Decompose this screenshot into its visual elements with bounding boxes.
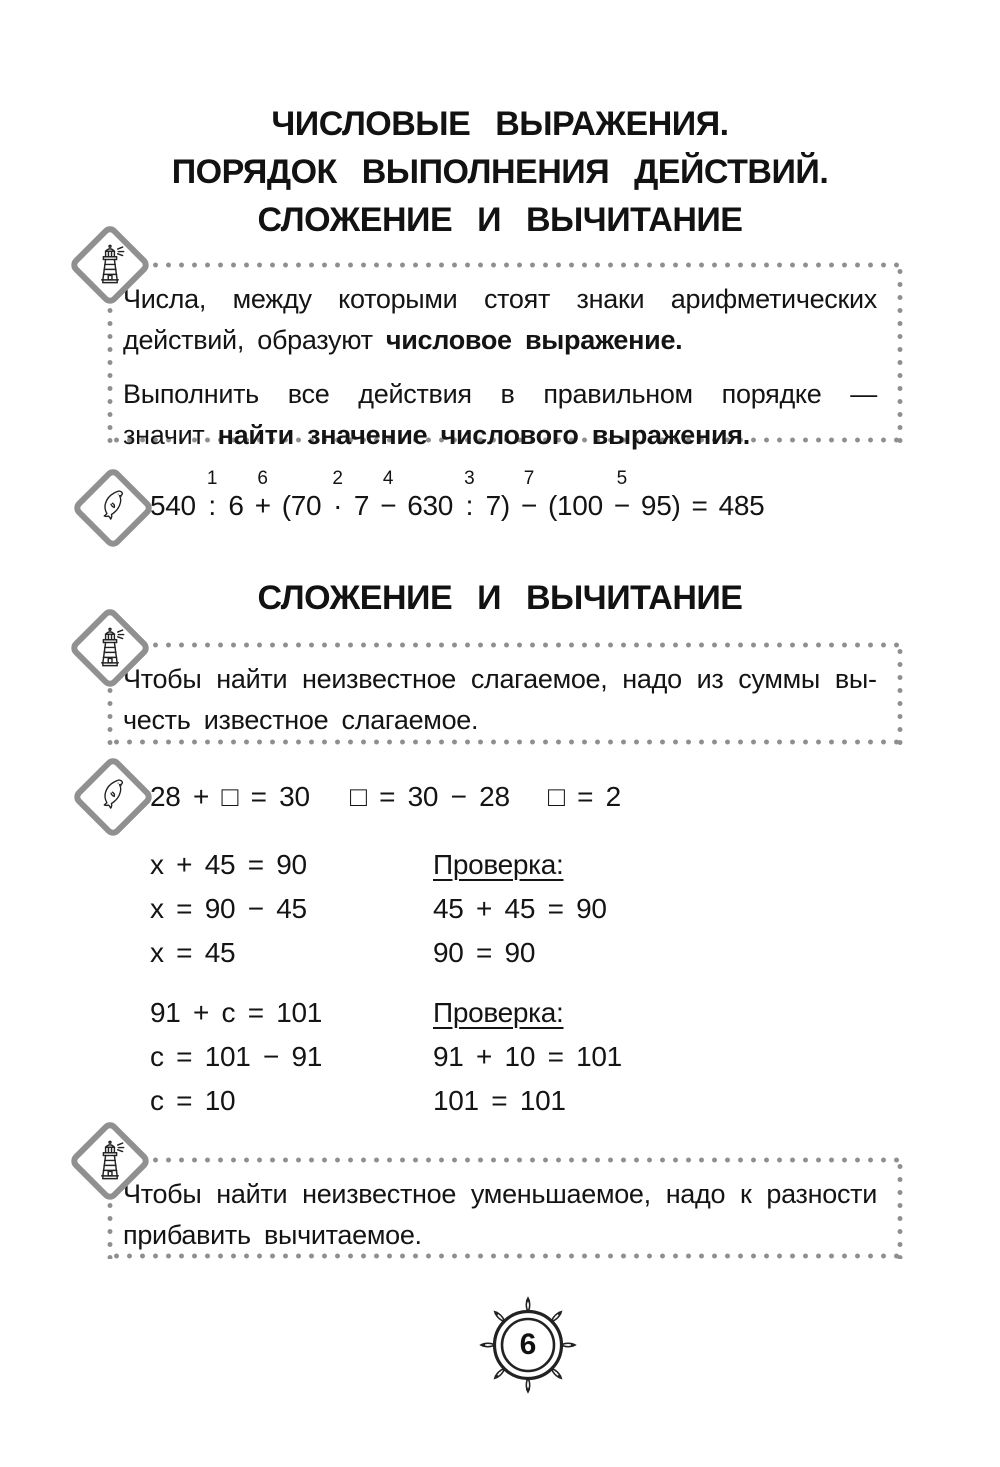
expression-text: − <box>613 490 630 521</box>
equation-line: 91 + 10 = 101 <box>433 1041 622 1072</box>
expression-text: (100 <box>548 490 603 521</box>
check-label: Проверка: <box>433 997 564 1028</box>
expression-token <box>332 468 343 523</box>
expression-text: + <box>254 490 271 521</box>
expression-token <box>255 468 271 523</box>
expression-token <box>207 468 218 523</box>
operation-order-number <box>495 468 500 489</box>
title-line-3: СЛОЖЕНИЕ И ВЫЧИТАНИЕ <box>257 201 743 239</box>
rule-marker <box>70 1121 150 1201</box>
rule-text: Выполнить все действия в правильном порядке — значит <box>123 379 877 450</box>
rule-paragraph <box>123 374 877 456</box>
operation-order-number: 1 <box>206 468 218 489</box>
expression-text: 6 <box>228 490 244 521</box>
operation-order-number <box>359 468 364 489</box>
example-marker <box>73 757 153 837</box>
operation-order-number <box>428 468 433 489</box>
equation-line: x = 90 − 45 <box>150 893 307 924</box>
equation-line: c = 101 − 91 <box>150 1041 323 1072</box>
operation-order-number: 3 <box>464 468 475 489</box>
solution-column <box>150 843 433 975</box>
title-line-1: ЧИСЛОВЫЕ ВЫРАЖЕНИЯ. <box>271 105 729 143</box>
expression-token <box>354 468 369 523</box>
operation-order-number <box>658 468 663 489</box>
expression-token <box>641 468 681 523</box>
equation-line: x + 45 = 90 <box>150 849 307 880</box>
operation-order-number <box>697 468 702 489</box>
box-equation: □ = 2 <box>548 781 621 812</box>
rule-text-bold: найти значение числового выражения. <box>217 420 750 450</box>
dolphin-icon <box>73 757 153 837</box>
expression-token <box>719 468 765 523</box>
section-heading: СЛОЖЕНИЕ И ВЫЧИТАНИЕ <box>257 579 743 617</box>
lighthouse-icon <box>70 1121 150 1201</box>
expression-text: 630 <box>407 490 454 521</box>
expression-token <box>614 468 630 523</box>
rule-paragraph <box>123 279 877 361</box>
rule-text: Чтобы найти неизвестное слагаемое, надо из суммы вычесть известное слагаемое. <box>123 664 877 735</box>
title-line-2: ПОРЯДОК ВЫПОЛНЕНИЯ ДЕЙСТВИЙ. <box>171 153 829 191</box>
rule-text: Числа, между которыми стоят знаки арифметических действий, образуют <box>123 284 877 355</box>
equation-line: 90 = 90 <box>433 937 536 968</box>
dolphin-icon <box>73 468 153 548</box>
expression-text: − <box>380 490 397 521</box>
example-marker <box>73 468 153 548</box>
equation-block <box>150 843 850 975</box>
page-title <box>0 100 1000 244</box>
operation-order-number: 4 <box>382 468 394 489</box>
expression-token <box>407 468 453 523</box>
lighthouse-icon <box>70 608 150 688</box>
rule-box-unknown-minuend <box>107 1157 903 1259</box>
rule-box-unknown-addend <box>107 642 903 745</box>
rule-paragraph <box>123 659 877 741</box>
order-of-operations-expression <box>150 468 764 523</box>
equation-line: x = 45 <box>150 937 236 968</box>
expression-token <box>228 468 243 523</box>
solution-column <box>150 991 433 1123</box>
expression-text: 485 <box>718 490 765 521</box>
check-label: Проверка: <box>433 849 564 880</box>
operation-order-number <box>739 468 744 489</box>
operation-order-number: 2 <box>332 468 343 489</box>
equation-line: 101 = 101 <box>433 1085 566 1116</box>
expression-text: = <box>691 490 708 521</box>
operation-order-number <box>299 468 304 489</box>
expression-token <box>692 468 708 523</box>
rule-paragraph <box>123 1174 877 1256</box>
operation-order-number: 7 <box>523 468 535 489</box>
expression-text: − <box>520 490 538 521</box>
expression-token <box>486 468 510 523</box>
rule-text-bold: числовое выражение. <box>385 325 683 355</box>
expression-text: 95) <box>640 490 681 521</box>
expression-token <box>464 468 475 523</box>
rule-marker <box>70 608 150 688</box>
expression-text: 7 <box>353 490 370 521</box>
box-equation: 28 + □ = 30 <box>150 781 310 812</box>
equation-line: 91 + c = 101 <box>150 997 323 1028</box>
equation-block <box>150 991 850 1123</box>
expression-token <box>150 468 196 523</box>
rule-box-numeric-expression <box>107 262 903 450</box>
expression-text: 540 <box>150 490 196 521</box>
expression-token <box>521 468 537 523</box>
check-column <box>433 843 607 975</box>
expression-text: : <box>465 490 474 521</box>
page-number: 6 <box>519 1328 537 1361</box>
expression-token <box>380 468 396 523</box>
operation-order-number <box>573 468 578 489</box>
page-number-wheel <box>470 1287 586 1403</box>
rule-text: Чтобы найти неизвестное уменьшаемое, надо к разности прибавить вычитаемое. <box>123 1179 877 1250</box>
expression-token <box>548 468 603 523</box>
expression-text: 7) <box>485 490 510 521</box>
expression-text: : <box>208 490 216 521</box>
rule-marker <box>70 225 150 305</box>
operation-order-number: 5 <box>616 468 628 489</box>
expression-token <box>282 468 322 523</box>
expression-text: (70 <box>281 490 322 521</box>
check-column <box>433 991 622 1123</box>
operation-order-number: 6 <box>257 468 268 489</box>
operation-order-number <box>170 468 175 489</box>
equation-line: 45 + 45 = 90 <box>433 893 607 924</box>
equation-line: c = 10 <box>150 1085 236 1116</box>
expression-text: · <box>333 490 343 521</box>
operation-order-number <box>233 468 238 489</box>
lighthouse-icon <box>70 225 150 305</box>
box-equation: □ = 30 − 28 <box>350 781 510 812</box>
